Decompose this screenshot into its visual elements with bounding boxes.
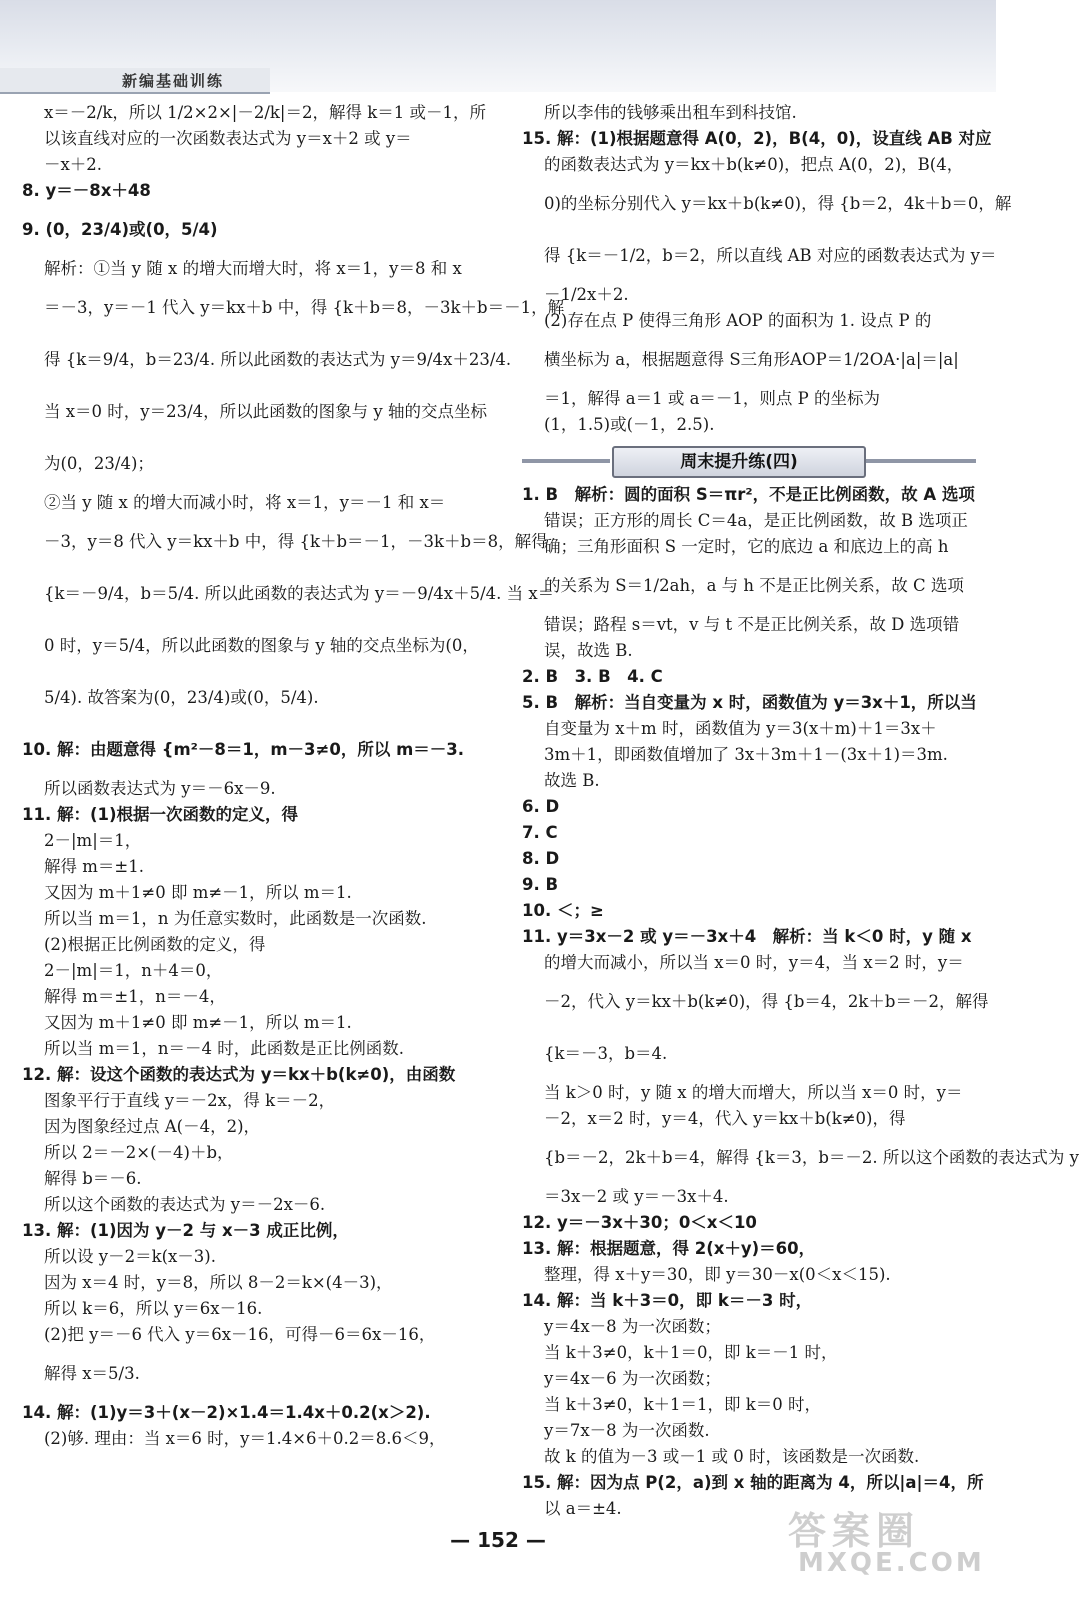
answer-line: y＝4x－8 为一次函数；: [544, 1317, 721, 1336]
answer-line: －2，x＝2 时，y＝4，代入 y＝kx＋b(k≠0)，得: [544, 1109, 906, 1128]
answer-line: {k＝－9/4，b＝5/4. 所以此函数的表达式为 y＝－9/4x＋5/4. 当 x＝: [44, 584, 555, 603]
answer-line: 故 k 的值为－3 或－1 或 0 时，该函数是一次函数.: [544, 1447, 920, 1466]
answer-line: 所以李伟的钱够乘出租车到科技馆.: [544, 103, 797, 122]
answer-line: 因为图象经过点 A(－4，2)，: [44, 1117, 261, 1136]
answer-line: 0)的坐标分别代入 y＝kx＋b(k≠0)，得 {b＝2，4k＋b＝0，解: [544, 194, 1012, 213]
answer-line: 解得 b＝－6.: [44, 1169, 142, 1188]
answer-line: 当 k＋3≠0，k＋1＝0，即 k＝－1 时，: [544, 1343, 838, 1362]
answer-10: 10. ＜；≥: [522, 901, 604, 920]
answer-10: 10. 解：由题意得 {m²－8＝1，m－3≠0，所以 m＝－3.: [22, 740, 465, 759]
answer-15: 15. 解：(1)根据题意得 A(0，2)，B(4，0)，设直线 AB 对应: [522, 129, 992, 148]
answer-line: 解析：①当 y 随 x 的增大而增大时，将 x＝1，y＝8 和 x: [44, 259, 462, 278]
answer-line: 当 k＞0 时，y 随 x 的增大而增大，所以当 x＝0 时，y＝: [544, 1083, 963, 1102]
answer-line: 的增大而减小，所以当 x＝0 时，y＝4，当 x＝2 时，y＝: [544, 953, 964, 972]
watermark-url: MXQE.COM: [798, 1548, 985, 1578]
answer-line: (1，1.5)或(－1，2.5).: [544, 415, 715, 434]
answer-line: 自变量为 x＋m 时，函数值为 y＝3(x＋m)＋1＝3x＋: [544, 719, 937, 738]
answer-7: 7. C: [522, 823, 558, 842]
answer-line: 横坐标为 a，根据题意得 S三角形AOP＝1/2OA·|a|＝|a|: [544, 350, 959, 369]
answer-line: 所以当 m＝1，n＝－4 时，此函数是正比例函数.: [44, 1039, 405, 1058]
series-tag: [0, 68, 270, 94]
answer-14: 14. 解：当 k＋3＝0，即 k＝－3 时，: [522, 1291, 813, 1310]
answer-line: 5/4). 故答案为(0，23/4)或(0，5/4).: [44, 688, 319, 707]
answer-line: 错误；正方形的周长 C＝4a，是正比例函数，故 B 选项正: [544, 511, 968, 530]
answer-line: 当 k＋3≠0，k＋1＝1，即 k＝0 时，: [544, 1395, 822, 1414]
answer-line: (2)存在点 P 使得三角形 AOP 的面积为 1. 设点 P 的: [544, 311, 932, 330]
answer-line: x＝－2/k，所以 1/2×2×|－2/k|＝2，解得 k＝1 或－1，所: [44, 103, 486, 122]
answer-line: 2－|m|＝1，n＋4＝0，: [44, 961, 223, 980]
answer-line: 解得 x＝5/3.: [44, 1364, 140, 1383]
answer-line: 所以 k＝6，所以 y＝6x－16.: [44, 1299, 263, 1318]
answer-14: 14. 解：(1)y＝3＋(x－2)×1.4＝1.4x＋0.2(x＞2).: [22, 1403, 431, 1422]
watermark-text: 答案圈: [788, 1509, 921, 1553]
answer-13: 13. 解：根据题意，得 2(x＋y)＝60，: [522, 1239, 816, 1258]
answer-line: －2，代入 y＝kx＋b(k≠0)，得 {b＝4，2k＋b＝－2，解得: [544, 992, 989, 1011]
answer-line: 为(0，23/4)；: [44, 454, 154, 473]
section-heading: [522, 444, 977, 478]
answer-line: 所以 2＝－2×(－4)＋b，: [44, 1143, 234, 1162]
answer-line: ②当 y 随 x 的增大而减小时，将 x＝1，y＝－1 和 x＝: [44, 493, 446, 512]
answer-line: 所以函数表达式为 y＝－6x－9.: [44, 779, 276, 798]
answer-6: 6. D: [522, 797, 560, 816]
heading-bar-left: [522, 459, 610, 463]
answer-line: 的关系为 S＝1/2ah，a 与 h 不是正比例关系，故 C 选项: [544, 576, 964, 595]
answer-8: 8. D: [522, 849, 560, 868]
answer-9: 9. B: [522, 875, 559, 894]
answer-line: 所以设 y－2＝k(x－3).: [44, 1247, 216, 1266]
answer-line: 所以这个函数的表达式为 y＝－2x－6.: [44, 1195, 326, 1214]
answer-5: 5. B 解析：当自变量为 x 时，函数值为 y＝3x＋1，所以当: [522, 693, 977, 712]
answer-line: 又因为 m＋1≠0 即 m≠－1，所以 m＝1.: [44, 1013, 352, 1032]
answer-line: y＝4x－6 为一次函数；: [544, 1369, 721, 1388]
answer-line: ＝1，解得 a＝1 或 a＝－1，则点 P 的坐标为: [544, 389, 880, 408]
answer-line: －1/2x＋2.: [544, 285, 629, 304]
answer-line: (2)够. 理由：当 x＝6 时，y＝1.4×6＋0.2＝8.6＜9，: [44, 1429, 446, 1448]
answer-15: 15. 解：因为点 P(2，a)到 x 轴的距离为 4，所以|a|＝4，所: [522, 1473, 984, 1492]
answer-8: 8. y＝－8x＋48: [22, 181, 151, 200]
answer-line: 3m＋1，即函数值增加了 3x＋3m＋1－(3x＋1)＝3m.: [544, 745, 948, 764]
answer-line: ＝－3，y＝－1 代入 y＝kx＋b 中，得 {k＋b＝8，－3k＋b＝－1，解: [44, 298, 565, 317]
answer-12: 12. 解：设这个函数的表达式为 y＝kx＋b(k≠0)，由函数: [22, 1065, 456, 1084]
answer-line: 图象平行于直线 y＝－2x，得 k＝－2，: [44, 1091, 336, 1110]
answer-line: {b＝－2，2k＋b＝4，解得 {k＝3，b＝－2. 所以这个函数的表达式为 y: [544, 1148, 1079, 1167]
answer-11: 11. y＝3x－2 或 y＝－3x＋4 解析：当 k＜0 时，y 随 x: [522, 927, 972, 946]
answer-13: 13. 解：(1)因为 y－2 与 x－3 成正比例，: [22, 1221, 349, 1240]
right-column: [522, 100, 1079, 1522]
answer-line: 确；三角形面积 S 一定时，它的底边 a 和底边上的高 h: [544, 537, 949, 556]
answer-line: 以 a＝±4.: [544, 1499, 622, 1518]
answer-line: 得 {k＝9/4，b＝23/4. 所以此函数的表达式为 y＝9/4x＋23/4.: [44, 350, 512, 369]
answer-12: 12. y＝－3x＋30；0＜x＜10: [522, 1213, 757, 1232]
answer-line: 整理，得 x＋y＝30，即 y＝30－x(0＜x＜15).: [544, 1265, 891, 1284]
answer-1: 1. B 解析：圆的面积 S＝πr²，不是正比例函数，故 A 选项: [522, 485, 975, 504]
watermark-logo: [778, 1500, 988, 1592]
answer-line: 以该直线对应的一次函数表达式为 y＝x＋2 或 y＝: [44, 129, 412, 148]
answer-2-4: 2. B 3. B 4. C: [522, 667, 663, 686]
answer-line: 故选 B.: [544, 771, 600, 790]
answer-9: 9. (0，23/4)或(0，5/4): [22, 220, 218, 239]
answer-line: {k＝－3，b＝4.: [544, 1044, 668, 1063]
answer-line: (2)把 y＝－6 代入 y＝6x－16，可得－6＝6x－16，: [44, 1325, 436, 1344]
answer-line: 误，故选 B.: [544, 641, 633, 660]
answer-line: (2)根据正比例函数的定义，得: [44, 935, 266, 954]
answer-line: 又因为 m＋1≠0 即 m≠－1，所以 m＝1.: [44, 883, 352, 902]
answer-line: y＝7x－8 为一次函数.: [544, 1421, 710, 1440]
answer-line: －x＋2.: [44, 155, 103, 174]
answer-line: 0 时，y＝5/4，所以此函数的图象与 y 轴的交点坐标为(0，: [44, 636, 479, 655]
page-number: — 152 —: [450, 1528, 546, 1552]
section-title: 周末提升练(四): [612, 446, 866, 478]
answer-line: 解得 m＝±1，n＝－4，: [44, 987, 226, 1006]
answer-line: 2－|m|＝1，: [44, 831, 142, 850]
answer-line: 当 x＝0 时，y＝23/4，所以此函数的图象与 y 轴的交点坐标: [44, 402, 487, 421]
answer-11: 11. 解：(1)根据一次函数的定义，得: [22, 805, 299, 824]
answer-line: 错误；路程 s＝vt，v 与 t 不是正比例关系，故 D 选项错: [544, 615, 960, 634]
answer-line: 的函数表达式为 y＝kx＋b(k≠0)，把点 A(0，2)，B(4，: [544, 155, 964, 174]
answer-line: －3，y＝8 代入 y＝kx＋b 中，得 {k＋b＝－1，－3k＋b＝8，解得: [44, 532, 548, 551]
answer-line: 得 {k＝－1/2，b＝2，所以直线 AB 对应的函数表达式为 y＝: [544, 246, 997, 265]
answer-line: ＝3x－2 或 y＝－3x＋4.: [544, 1187, 729, 1206]
answer-line: 所以当 m＝1，n 为任意实数时，此函数是一次函数.: [44, 909, 427, 928]
answer-line: 解得 m＝±1.: [44, 857, 144, 876]
heading-bar-right: [866, 459, 976, 463]
answer-line: 因为 x＝4 时，y＝8，所以 8－2＝k×(4－3)，: [44, 1273, 393, 1292]
series-title: 新编基础训练: [122, 72, 225, 90]
